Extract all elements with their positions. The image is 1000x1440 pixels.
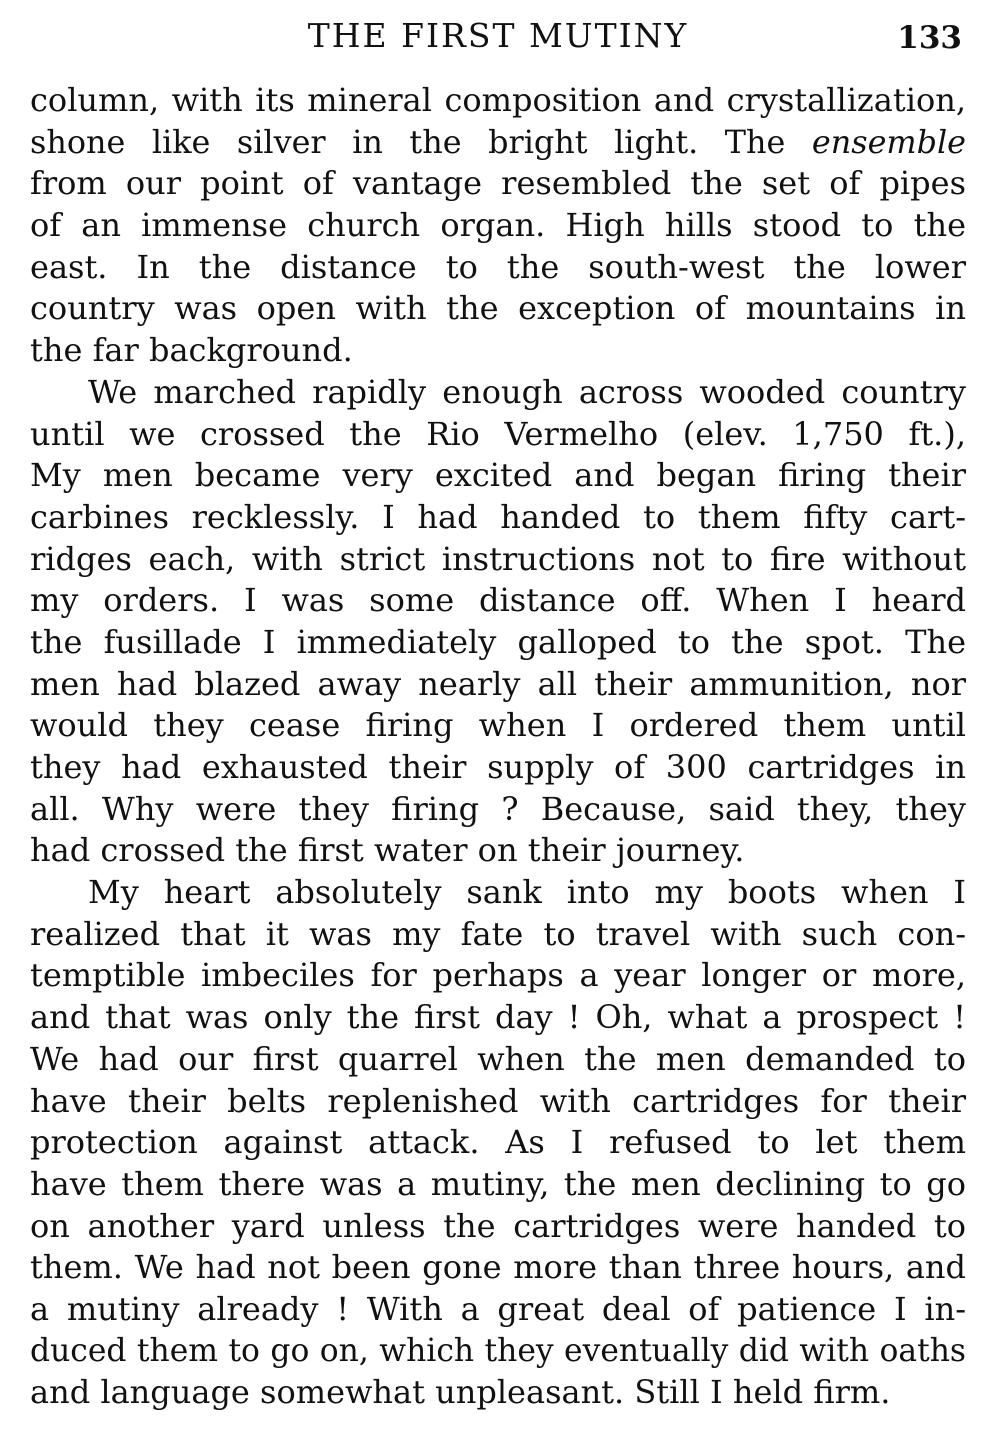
- text-line: they had exhausted their supply of 300 cartridges in: [30, 748, 966, 786]
- text-line: carbines recklessly. I had handed to them fifty cart-: [30, 497, 966, 536]
- text-line: country was open with the exception of mountains in: [30, 289, 966, 328]
- running-head: [28, 16, 968, 64]
- text-line: temptible imbeciles for perhaps a year longer or more,: [30, 956, 966, 995]
- text-line: [30, 122, 966, 164]
- text-line: My men became very excited and began firing their: [30, 456, 966, 495]
- text-line: have their belts replenished with cartridges for their: [30, 1081, 966, 1120]
- text-line: had crossed the first water on their journey.: [30, 831, 745, 870]
- text-line: all. Why were they firing ? Because, said they, they: [30, 789, 966, 828]
- text-line: and language somewhat unpleasant. Still I held firm.: [30, 1373, 891, 1412]
- text-line: protection against attack. As I refused to let them: [30, 1123, 966, 1162]
- text-line: and that was only the first day ! Oh, what a prospect !: [30, 998, 966, 1037]
- text-line: east. In the distance to the south-west the lower: [30, 247, 966, 286]
- text-line: a mutiny already ! With a great deal of patience I in-: [30, 1289, 966, 1328]
- text-line: have them there was a mutiny, the men declining to go: [30, 1164, 966, 1203]
- text-line: column, with its mineral composition and crystallization,: [30, 81, 966, 119]
- text-line: would they cease firing when I ordered them until: [30, 706, 966, 745]
- text-line: men had blazed away nearly all their ammunition, nor: [30, 664, 966, 703]
- text-line: duced them to go on, which they eventually did with oaths: [30, 1332, 966, 1369]
- text-line: of an immense church organ. High hills stood to the: [30, 206, 966, 245]
- paragraph-first-line: My heart absolutely sank into my boots when I: [88, 873, 966, 912]
- text-line: them. We had not been gone more than three hours, and: [30, 1248, 966, 1287]
- italic-word: ensemble: [811, 122, 966, 161]
- text-line-segment: shone like silver in the bright light. The: [30, 122, 786, 161]
- text-line: on another yard unless the cartridges were handed to: [30, 1206, 966, 1245]
- running-title: THE FIRST MUTINY: [307, 16, 689, 55]
- page-number: 133: [897, 20, 962, 56]
- text-line: ridges each, with strict instructions not to fire without: [30, 539, 966, 578]
- text-line: the far background.: [30, 331, 353, 370]
- paragraph-first-line: We marched rapidly enough across wooded country: [88, 372, 966, 411]
- text-line: We had our first quarrel when the men demanded to: [30, 1039, 966, 1078]
- text-line: until we crossed the Rio Vermelho (elev. 1,750 ft.),: [30, 414, 966, 453]
- text-line: from our point of vantage resembled the set of pipes: [30, 164, 966, 203]
- text-line: my orders. I was some distance off. When I heard: [30, 581, 966, 620]
- text-line: the fusillade I immediately galloped to the spot. The: [30, 622, 966, 661]
- body-text: [30, 80, 966, 1414]
- text-line: realized that it was my fate to travel with such con-: [30, 914, 966, 953]
